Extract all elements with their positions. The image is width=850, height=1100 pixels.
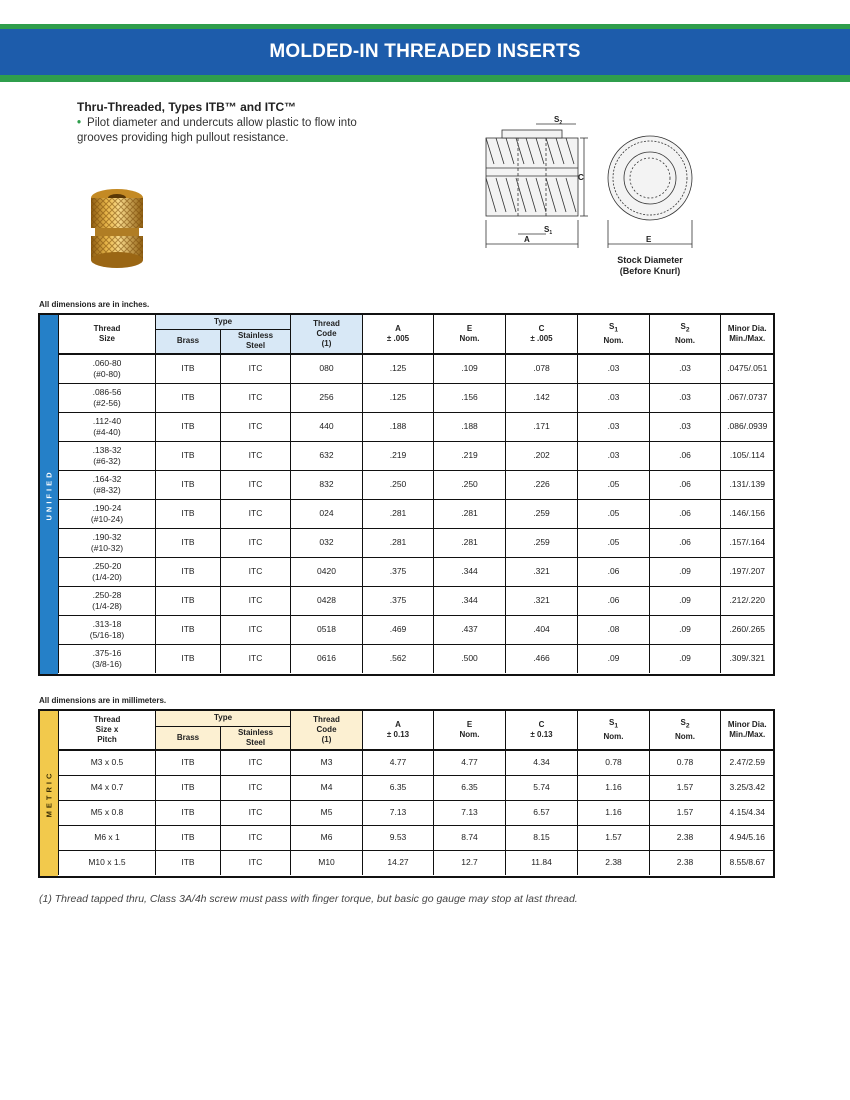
metric-table (38, 709, 775, 878)
cell-thread-size (59, 441, 156, 470)
thread-size-line2: (1/4-20) (92, 571, 122, 582)
cell-thread-size (59, 644, 156, 673)
label-e: E (646, 235, 652, 244)
millimeters-note: All dimensions are in millimeters. (39, 696, 167, 705)
cell-brass: ITB (156, 825, 221, 850)
cell-c: .259 (506, 499, 578, 528)
cell-c: 5.74 (506, 775, 578, 800)
thread-size-line1: .250-20 (92, 560, 122, 571)
cell-code: M5 (291, 800, 363, 825)
col-e: E Nom. (434, 315, 506, 354)
cell-minor-dia: 3.25/3.42 (721, 775, 774, 800)
cell-e: .188 (434, 412, 506, 441)
cell-e: .219 (434, 441, 506, 470)
cell-c: .404 (506, 615, 578, 644)
col-brass: Brass (156, 726, 221, 750)
cell-minor-dia: .086/.0939 (721, 412, 774, 441)
cell-minor-dia: .212/.220 (721, 586, 774, 615)
cell-a: .375 (363, 557, 434, 586)
unified-side-label: UNIFIED (40, 315, 58, 674)
cell-a: .250 (363, 470, 434, 499)
cell-brass: ITB (156, 615, 221, 644)
cell-a: 4.77 (363, 750, 434, 775)
insert-photo (82, 186, 152, 272)
table-row (59, 775, 774, 800)
cell-s1: .09 (578, 644, 650, 673)
cell-code: 0420 (291, 557, 363, 586)
cell-thread-size (59, 557, 156, 586)
cell-a: 9.53 (363, 825, 434, 850)
cell-thread-size: M6 x 1 (59, 825, 156, 850)
cell-s1: .06 (578, 557, 650, 586)
cell-e: .344 (434, 586, 506, 615)
cell-stainless: ITC (221, 383, 291, 412)
cell-stainless: ITC (221, 615, 291, 644)
cell-s1: .03 (578, 383, 650, 412)
cell-e: .281 (434, 499, 506, 528)
thread-size-line2: (#10-32) (90, 542, 124, 553)
cell-c: .321 (506, 586, 578, 615)
feature-text: Pilot diameter and undercuts allow plastic to flow into grooves providing high pullout resistance. (77, 117, 357, 144)
cell-code: M10 (291, 850, 363, 875)
cell-stainless: ITC (221, 644, 291, 673)
cell-s1: 1.16 (578, 775, 650, 800)
cell-minor-dia: 8.55/8.67 (721, 850, 774, 875)
cell-s1: 1.57 (578, 825, 650, 850)
cell-code: M4 (291, 775, 363, 800)
cell-brass: ITB (156, 470, 221, 499)
cell-a: .281 (363, 528, 434, 557)
cell-e: .344 (434, 557, 506, 586)
cell-code: 0428 (291, 586, 363, 615)
cell-brass: ITB (156, 557, 221, 586)
thread-size-line1: .190-24 (92, 502, 122, 513)
table-row (59, 800, 774, 825)
thread-size-line1: .086-56 (92, 386, 122, 397)
col-thread-code: Thread Code (1) (291, 711, 363, 750)
cell-s2: .09 (650, 586, 721, 615)
cell-brass: ITB (156, 850, 221, 875)
cell-minor-dia: 4.15/4.34 (721, 800, 774, 825)
thread-size-line2: (#2-56) (93, 397, 121, 408)
cell-thread-size (59, 470, 156, 499)
cell-thread-size: M4 x 0.7 (59, 775, 156, 800)
cell-c: 8.15 (506, 825, 578, 850)
cell-e: .500 (434, 644, 506, 673)
table-row (59, 354, 774, 383)
cell-code: 0518 (291, 615, 363, 644)
cell-e: .437 (434, 615, 506, 644)
col-type: Type (156, 315, 291, 329)
cell-c: .321 (506, 557, 578, 586)
cell-brass: ITB (156, 383, 221, 412)
cell-brass: ITB (156, 499, 221, 528)
cell-c: .202 (506, 441, 578, 470)
label-c: C (578, 173, 584, 182)
header-band (0, 24, 850, 82)
col-s1: $S_1$ Nom. (578, 315, 650, 354)
cell-s1: .05 (578, 528, 650, 557)
cell-minor-dia: 4.94/5.16 (721, 825, 774, 850)
cell-minor-dia: .260/.265 (721, 615, 774, 644)
label-s1: $S_1$ (544, 225, 553, 236)
cell-thread-size (59, 615, 156, 644)
cell-minor-dia: .105/.114 (721, 441, 774, 470)
cell-stainless: ITC (221, 775, 291, 800)
cell-e: 8.74 (434, 825, 506, 850)
cell-thread-size (59, 499, 156, 528)
col-minor-dia: Minor Dia. Min./Max. (721, 315, 774, 354)
cell-s2: .03 (650, 354, 721, 383)
col-type: Type (156, 711, 291, 726)
cell-minor-dia: 2.47/2.59 (721, 750, 774, 775)
cell-stainless: ITC (221, 528, 291, 557)
cell-code: 024 (291, 499, 363, 528)
cell-minor-dia: .146/.156 (721, 499, 774, 528)
thread-size-line2: (1/4-28) (92, 600, 122, 611)
cell-s1: 1.16 (578, 800, 650, 825)
cell-s2: .06 (650, 441, 721, 470)
insert-diagram (478, 116, 708, 256)
cell-a: .469 (363, 615, 434, 644)
table-row (59, 412, 774, 441)
cell-thread-size (59, 586, 156, 615)
cell-s2: 1.57 (650, 775, 721, 800)
page-title: MOLDED-IN THREADED INSERTS (269, 41, 581, 62)
table-row (59, 470, 774, 499)
thread-size-line2: (#6-32) (93, 455, 121, 466)
cell-e: 12.7 (434, 850, 506, 875)
cell-brass: ITB (156, 750, 221, 775)
cell-brass: ITB (156, 586, 221, 615)
cell-stainless: ITC (221, 441, 291, 470)
table-row (59, 644, 774, 673)
cell-s1: .05 (578, 470, 650, 499)
cell-a: .125 (363, 354, 434, 383)
cell-c: .142 (506, 383, 578, 412)
cell-a: .188 (363, 412, 434, 441)
cell-a: .281 (363, 499, 434, 528)
feature-bullet (77, 116, 397, 146)
cell-s1: .03 (578, 412, 650, 441)
cell-e: 7.13 (434, 800, 506, 825)
cell-brass: ITB (156, 412, 221, 441)
col-stainless: Stainless Steel (221, 726, 291, 750)
cell-code: 032 (291, 528, 363, 557)
cell-thread-size: M10 x 1.5 (59, 850, 156, 875)
cell-minor-dia: .131/.139 (721, 470, 774, 499)
thread-size-line2: (#10-24) (90, 513, 124, 524)
cell-a: 14.27 (363, 850, 434, 875)
thread-size-line2: (#4-40) (93, 426, 121, 437)
cell-s1: 0.78 (578, 750, 650, 775)
cell-s1: .06 (578, 586, 650, 615)
cell-code: 832 (291, 470, 363, 499)
col-s1: $S_1$ Nom. (578, 711, 650, 750)
cell-s1: .03 (578, 354, 650, 383)
cell-s1: .05 (578, 499, 650, 528)
col-e: E Nom. (434, 711, 506, 750)
cell-c: .171 (506, 412, 578, 441)
thread-size-line2: (3/8-16) (92, 658, 122, 669)
thread-size-line1: .164-32 (92, 473, 122, 484)
cell-brass: ITB (156, 644, 221, 673)
cell-e: 4.77 (434, 750, 506, 775)
cell-s2: .06 (650, 470, 721, 499)
cell-stainless: ITC (221, 850, 291, 875)
cell-brass: ITB (156, 354, 221, 383)
col-minor-dia: Minor Dia. Min./Max. (721, 711, 774, 750)
cell-stainless: ITC (221, 800, 291, 825)
cell-e: .109 (434, 354, 506, 383)
table-row (59, 383, 774, 412)
table-row (59, 615, 774, 644)
cell-a: .125 (363, 383, 434, 412)
table-row (59, 750, 774, 775)
cell-c: .078 (506, 354, 578, 383)
col-brass: Brass (156, 329, 221, 354)
cell-e: .281 (434, 528, 506, 557)
col-thread-size: Thread Size x Pitch (59, 711, 156, 750)
table-row (59, 499, 774, 528)
cell-thread-size: M5 x 0.8 (59, 800, 156, 825)
cell-s1: 2.38 (578, 850, 650, 875)
cell-s2: .09 (650, 615, 721, 644)
cell-code: 440 (291, 412, 363, 441)
thread-size-line1: .112-40 (92, 415, 122, 426)
cell-s2: .03 (650, 412, 721, 441)
cell-s1: .03 (578, 441, 650, 470)
cell-c: .226 (506, 470, 578, 499)
cell-stainless: ITC (221, 412, 291, 441)
col-a: A ± .005 (363, 315, 434, 354)
col-s2: $S_2$ Nom. (650, 711, 721, 750)
cell-c: 6.57 (506, 800, 578, 825)
col-a: A ± 0.13 (363, 711, 434, 750)
thread-size-line1: .375-16 (92, 647, 122, 658)
cell-s2: 2.38 (650, 825, 721, 850)
cell-brass: ITB (156, 441, 221, 470)
col-thread-size: Thread Size (59, 315, 156, 354)
unified-table (38, 313, 775, 676)
thread-size-line1: .313-18 (92, 618, 122, 629)
cell-brass: ITB (156, 528, 221, 557)
cell-stainless: ITC (221, 499, 291, 528)
cell-code: 080 (291, 354, 363, 383)
cell-c: 11.84 (506, 850, 578, 875)
cell-s2: .06 (650, 528, 721, 557)
cell-s2: .06 (650, 499, 721, 528)
product-title: Thru-Threaded, Types ITB™ and ITC™ (77, 100, 297, 114)
cell-minor-dia: .0475/.051 (721, 354, 774, 383)
col-stainless: Stainless Steel (221, 329, 291, 354)
cell-c: .259 (506, 528, 578, 557)
cell-code: 256 (291, 383, 363, 412)
cell-a: 7.13 (363, 800, 434, 825)
cell-code: M6 (291, 825, 363, 850)
cell-c: 4.34 (506, 750, 578, 775)
col-thread-code: Thread Code (1) (291, 315, 363, 354)
cell-minor-dia: .197/.207 (721, 557, 774, 586)
cell-s2: .03 (650, 383, 721, 412)
cell-minor-dia: .067/.0737 (721, 383, 774, 412)
cell-brass: ITB (156, 775, 221, 800)
cell-stainless: ITC (221, 354, 291, 383)
stock-diameter-caption: Stock Diameter (Before Knurl) (617, 255, 683, 276)
cell-brass: ITB (156, 800, 221, 825)
cell-c: .466 (506, 644, 578, 673)
cell-s2: .09 (650, 557, 721, 586)
cell-a: .562 (363, 644, 434, 673)
cell-a: 6.35 (363, 775, 434, 800)
cell-code: M3 (291, 750, 363, 775)
inches-note: All dimensions are in inches. (39, 300, 150, 309)
thread-size-line1: .138-32 (92, 444, 122, 455)
bullet-icon: • (77, 117, 82, 129)
cell-s2: 2.38 (650, 850, 721, 875)
cell-thread-size (59, 528, 156, 557)
cell-minor-dia: .157/.164 (721, 528, 774, 557)
table-row (59, 850, 774, 875)
thread-size-line2: (#0-80) (93, 368, 121, 379)
thread-size-line2: (5/16-18) (89, 629, 125, 640)
table-row (59, 557, 774, 586)
table-row (59, 586, 774, 615)
thread-size-line1: .190-32 (92, 531, 122, 542)
cell-e: .156 (434, 383, 506, 412)
label-s2: $S_2$ (554, 116, 563, 126)
cell-s2: .09 (650, 644, 721, 673)
col-c: C ± 0.13 (506, 711, 578, 750)
thread-size-line1: .060-80 (92, 357, 122, 368)
footnote: (1) Thread tapped thru, Class 3A/4h screw must pass with finger torque, but basic go gauge may stop at last thread. (39, 893, 578, 905)
cell-stainless: ITC (221, 586, 291, 615)
table-row (59, 825, 774, 850)
col-s2: $S_2$ Nom. (650, 315, 721, 354)
cell-s2: 0.78 (650, 750, 721, 775)
label-a: A (524, 235, 530, 244)
cell-stainless: ITC (221, 557, 291, 586)
metric-side-label: METRIC (40, 711, 58, 876)
cell-thread-size (59, 383, 156, 412)
col-c: C ± .005 (506, 315, 578, 354)
table-row (59, 441, 774, 470)
cell-thread-size (59, 354, 156, 383)
cell-s2: 1.57 (650, 800, 721, 825)
thread-size-line2: (#8-32) (93, 484, 121, 495)
table-row (59, 528, 774, 557)
cell-a: .375 (363, 586, 434, 615)
cell-stainless: ITC (221, 825, 291, 850)
cell-stainless: ITC (221, 470, 291, 499)
cell-e: .250 (434, 470, 506, 499)
cell-s1: .08 (578, 615, 650, 644)
cell-minor-dia: .309/.321 (721, 644, 774, 673)
cell-thread-size: M3 x 0.5 (59, 750, 156, 775)
cell-a: .219 (363, 441, 434, 470)
cell-code: 632 (291, 441, 363, 470)
cell-code: 0616 (291, 644, 363, 673)
cell-e: 6.35 (434, 775, 506, 800)
thread-size-line1: .250-28 (92, 589, 122, 600)
cell-stainless: ITC (221, 750, 291, 775)
cell-thread-size (59, 412, 156, 441)
